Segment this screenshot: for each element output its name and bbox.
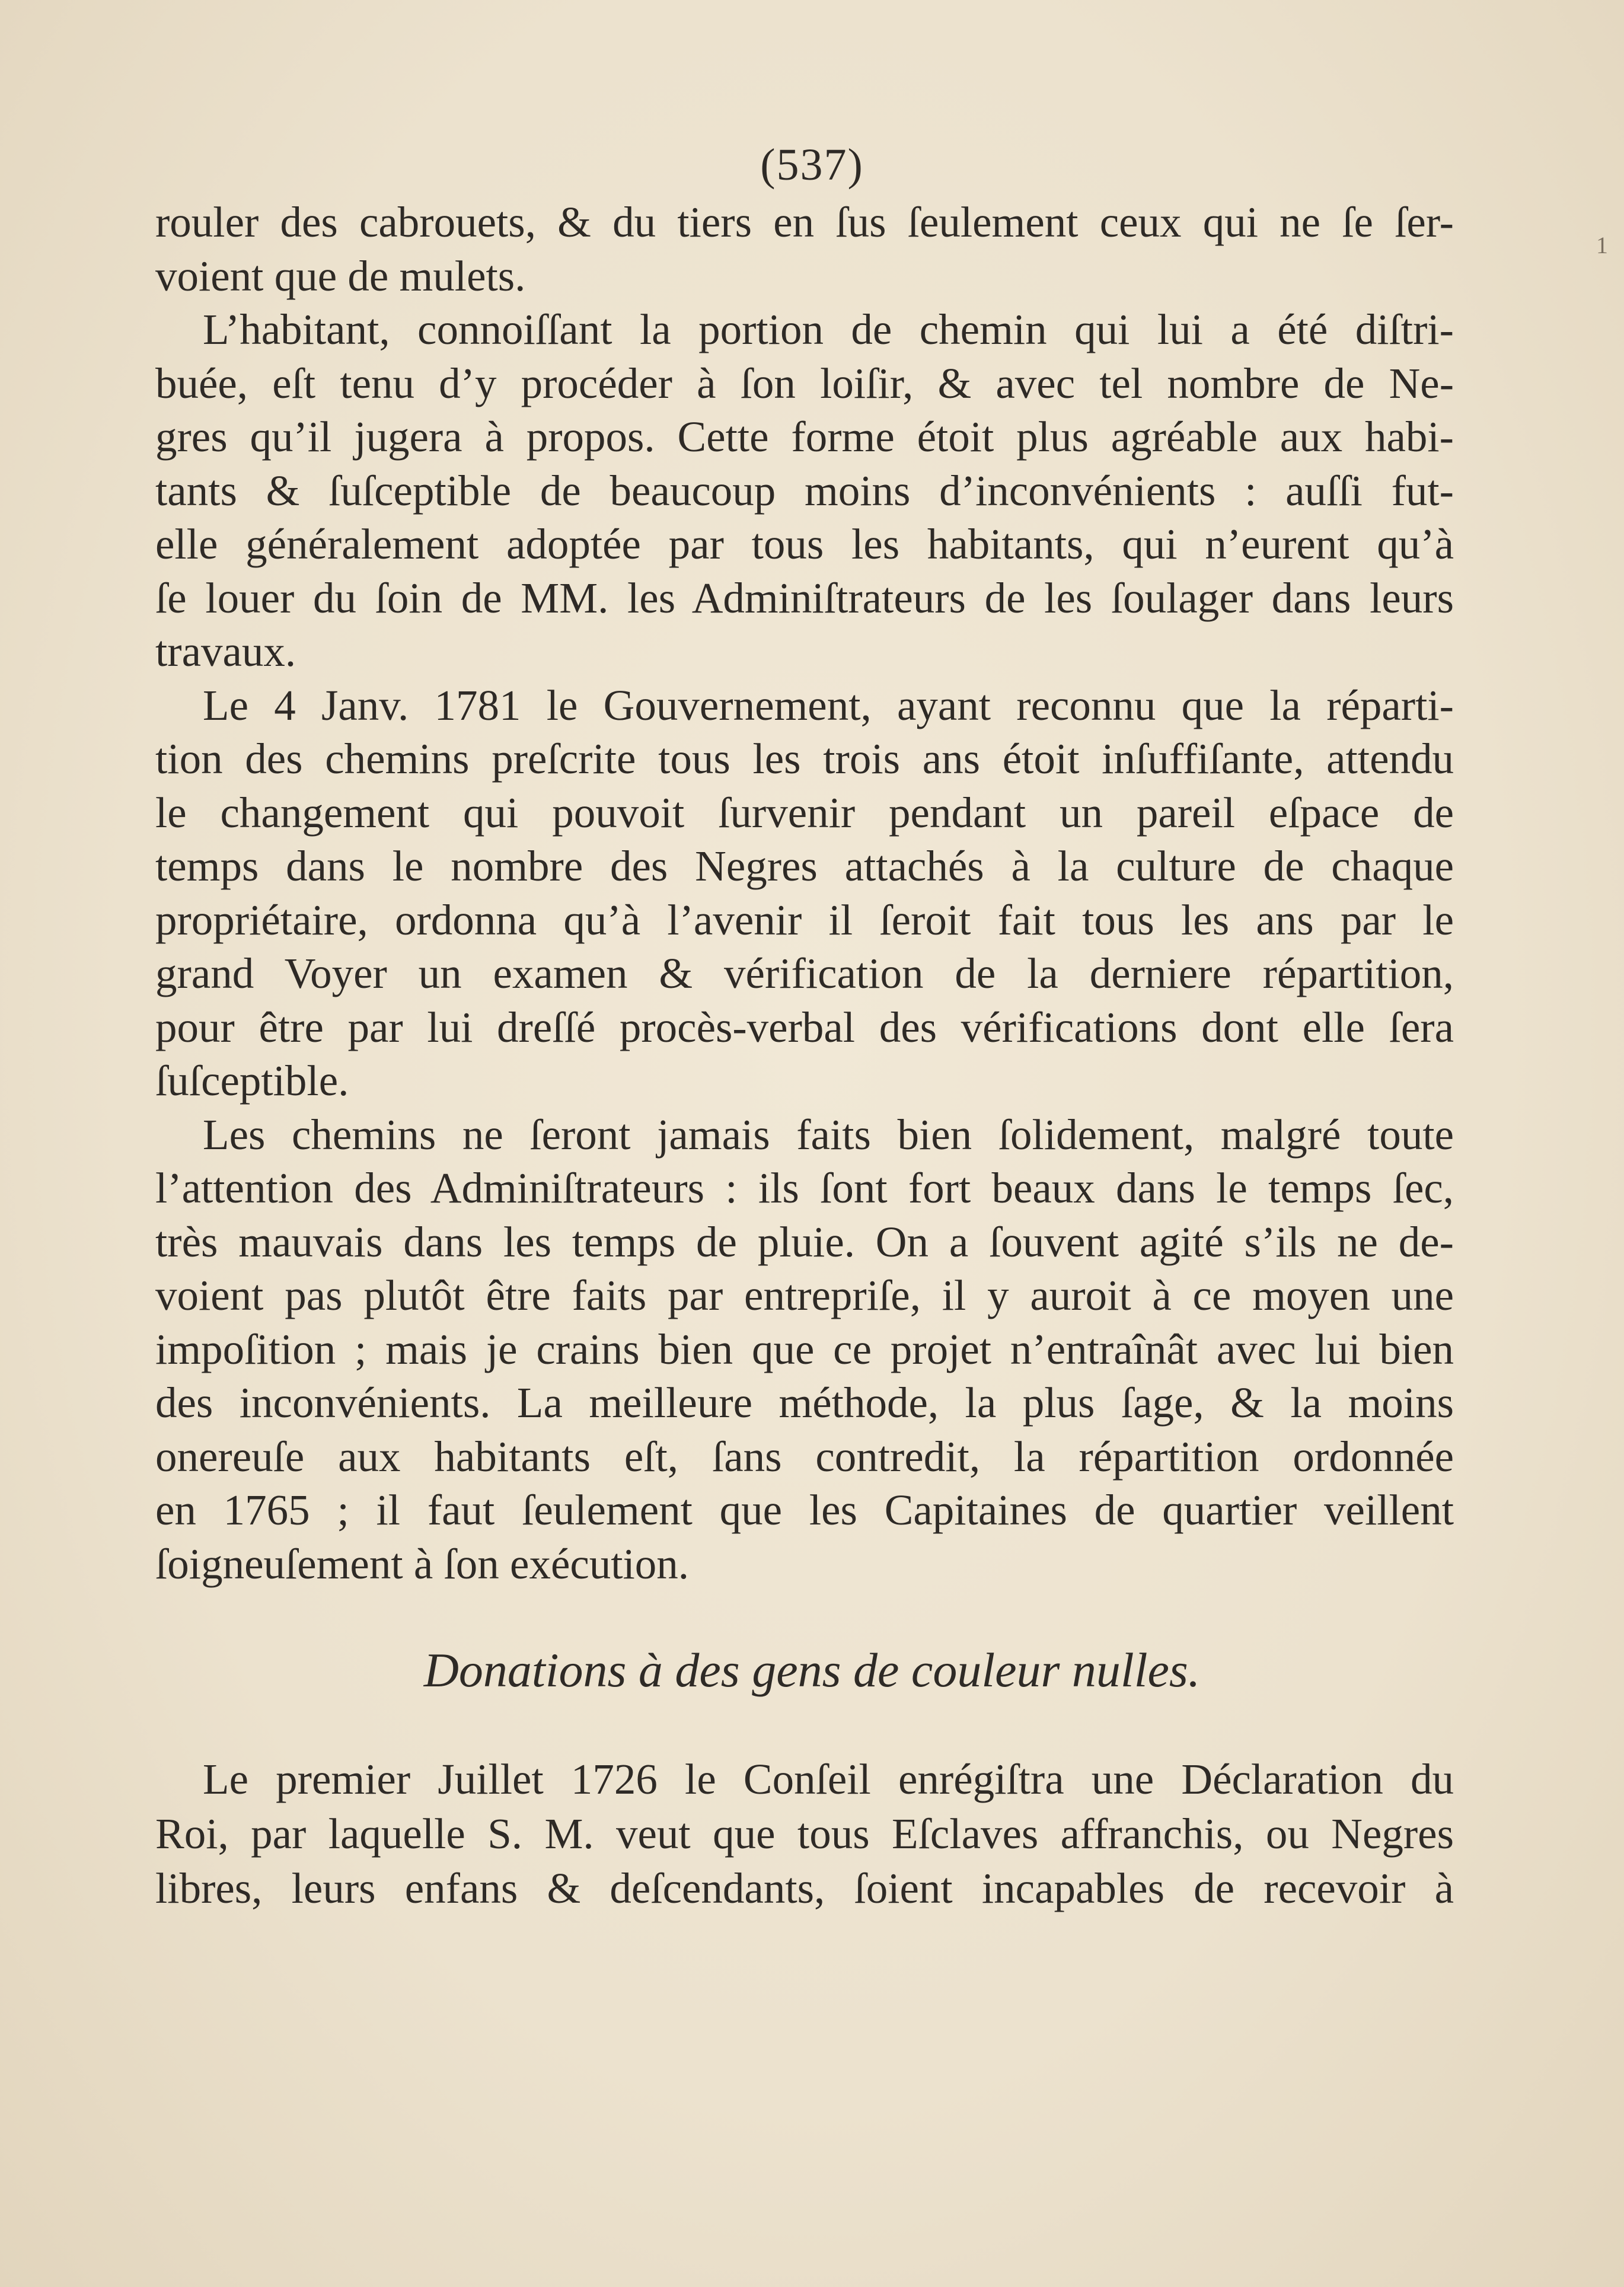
text-line: libres, leurs enfans & deſcendants, ſoient incapables de recevoir à [155,1864,1454,1912]
text-line: tants & ſuſceptible de beaucoup moins d’inconvénients : auſſi fut- [155,466,1454,515]
text-line: pour être par lui dreſſé procès-verbal des vérifications dont elle ſera [155,1003,1454,1051]
text-line: très mauvais dans les temps de pluie. On a ſouvent agité s’ils ne de- [155,1217,1454,1266]
main-text [155,196,1454,1591]
margin-mark: 1 [1596,232,1608,259]
text-line: onereuſe aux habitants eſt, ſans contredit, la répartition ordonnée [155,1432,1454,1481]
text-line: voient que de mulets. [155,251,526,300]
text-line: temps dans le nombre des Negres attachés à la culture de chaque [155,842,1454,890]
text-line: l’attention des Adminiſtrateurs : ils ſont fort beaux dans le temps ſec, [155,1164,1454,1212]
section-heading: Donations à des gens de couleur nulles. [423,1643,1201,1697]
text-line: ſuſceptible. [155,1057,349,1105]
text-line: le changement qui pouvoit ſurvenir pendant un pareil eſpace de [155,788,1454,837]
text-line: en 1765 ; il faut ſeulement que les Capitaines de quartier veillent [155,1486,1454,1534]
text-line: tion des chemins preſcrite tous les trois ans étoit inſuffiſante, attendu [155,735,1454,783]
text-line: ſoigneuſement à ſon exécution. [155,1539,690,1588]
text-line: des inconvénients. La meilleure méthode, la plus ſage, & la moins [155,1379,1454,1427]
text-line: elle généralement adoptée par tous les habitants, qui n’eurent qu’à [155,520,1454,568]
text-line: grand Voyer un examen & vérification de la derniere répartition, [155,949,1454,997]
text-line: Roi, par laquelle S. M. veut que tous Eſclaves affranchis, ou Negres [155,1810,1454,1858]
text-line: gres qu’il jugera à propos. Cette forme étoit plus agréable aux habi- [155,413,1454,461]
text-line: Les chemins ne ſeront jamais faits bien ſolidement, malgré toute [203,1110,1454,1159]
text-line: propriétaire, ordonna qu’à l’avenir il ſeroit fait tous les ans par le [155,895,1454,944]
text-line: voient pas plutôt être faits par entrepriſe, il y auroit à ce moyen une [155,1271,1454,1319]
page-number: (537) [760,140,864,190]
text-line: travaux. [155,627,296,675]
text-line: impoſition ; mais je crains bien que ce projet n’entraînât avec lui bien [155,1325,1454,1373]
text-line: L’habitant, connoiſſant la portion de chemin qui lui a été diſtri- [203,305,1454,353]
text-line: buée, eſt tenu d’y procéder à ſon loiſir, & avec tel nombre de Ne- [155,359,1454,407]
text-line: ſe louer du ſoin de MM. les Adminiſtrateurs de les ſoulager dans leurs [155,573,1454,622]
section-text [155,1752,1454,1916]
text-line: rouler des cabrouets, & du tiers en ſus ſeulement ceux qui ne ſe ſer- [155,198,1454,246]
text-line: Le premier Juillet 1726 le Conſeil enrégiſtra une Déclaration du [203,1755,1454,1803]
text-line: Le 4 Janv. 1781 le Gouvernement, ayant reconnu que la réparti- [203,681,1454,729]
